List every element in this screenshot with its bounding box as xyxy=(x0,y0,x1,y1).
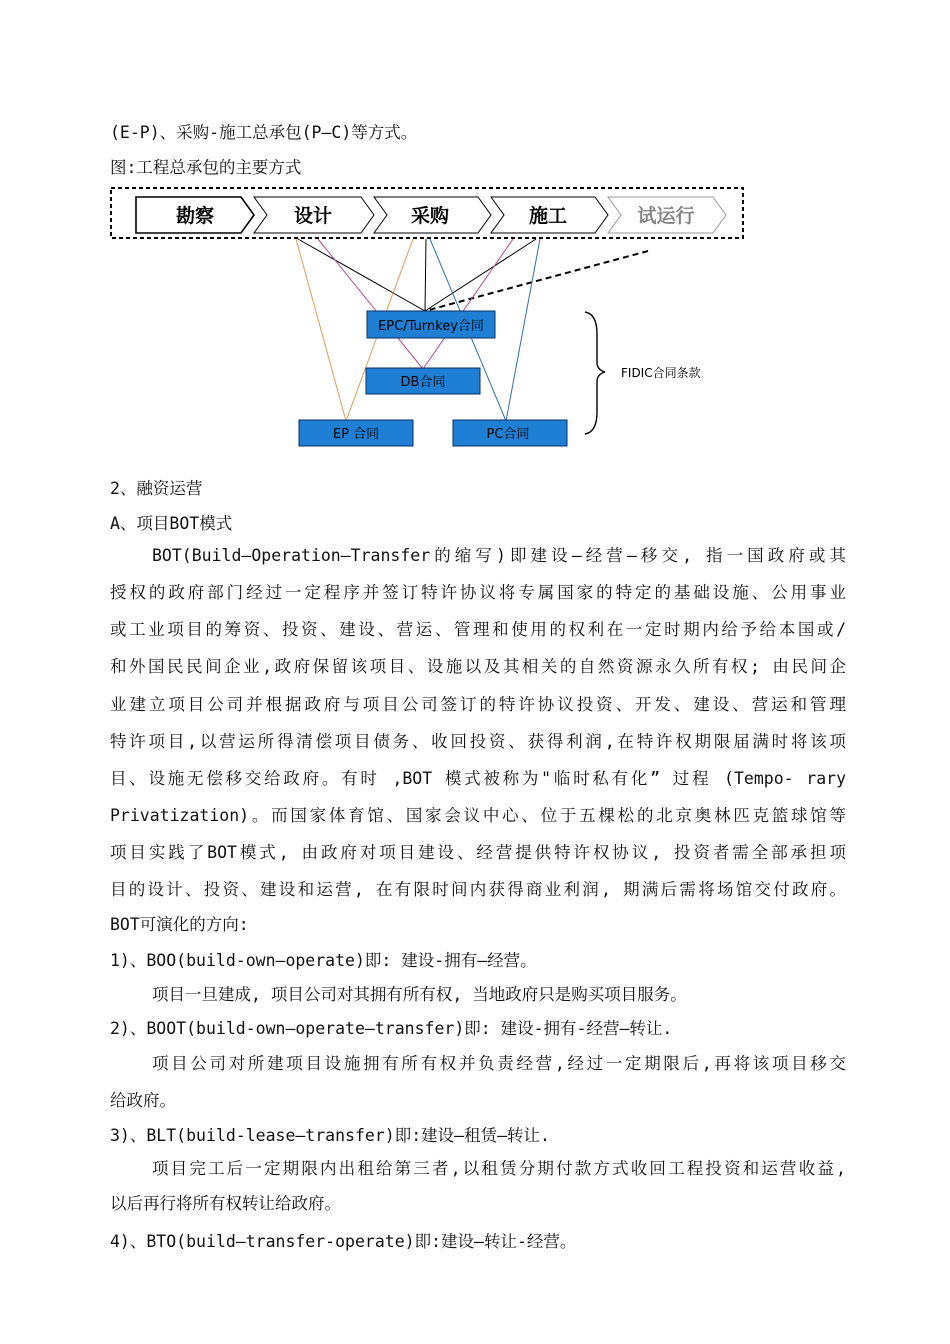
db-contract-label: DB合同 xyxy=(400,375,446,390)
pc-connector xyxy=(506,239,540,421)
bot-paragraph-line: BOT(Build—Operation—Transfer的缩写)即建设—经营—移交, 指一国政府或其 xyxy=(152,546,846,565)
stage-label-shiyunxing: 试运行 xyxy=(637,205,695,227)
boo-title: 1)、BOO(build-own—operate)即: 建设-拥有—经营。 xyxy=(110,951,537,970)
epc-connector xyxy=(425,239,536,311)
ep-contract-label: EP 合同 xyxy=(332,427,380,442)
bot-paragraph-line: Privatization)。而国家体育馆、国家会议中心、位于五棵松的北京奥林匹克篮球馆等 xyxy=(110,806,846,825)
ep-connector xyxy=(296,239,346,421)
stage-label-sheji: 设计 xyxy=(293,205,333,227)
bot-paragraph-line: 授权的政府部门经过一定程序并签订特许协议将专属国家的特定的基础设施、公用事业 xyxy=(110,583,846,602)
db-connector xyxy=(318,239,423,369)
bto-title: 4)、BTO(build—transfer-operate)即:建设—转让-经营。 xyxy=(110,1232,577,1251)
section-heading: 2、融资运营 xyxy=(110,479,203,498)
boot-title: 2)、BOOT(build-own—operate—transfer)即: 建设-拥有-经营—转让. xyxy=(110,1019,673,1038)
epc-connector xyxy=(298,239,425,311)
blt-description: 项目完工后一定期限内出租给第三者,以租赁分期付款方式收回工程投资和运营收益, xyxy=(152,1159,846,1178)
intro-line: (E-P)、采购-施工总承包(P—C)等方式。 xyxy=(110,123,418,142)
bot-paragraph-line: 和外国民民间企业,政府保留该项目、设施以及其相关的自然资源永久所有权; 由民间企 xyxy=(110,657,846,676)
fidic-brace xyxy=(585,312,605,434)
bot-paragraph-line: 目的设计、投资、建设和运营, 在有限时间内获得商业利润, 期满后需将场馆交付政府。 xyxy=(110,880,846,899)
epc-connector xyxy=(425,239,426,311)
epc-contract-label: EPC/Turnkey合同 xyxy=(378,319,484,334)
stage-label-kancha: 勘察 xyxy=(175,205,215,227)
boot-description: 给政府。 xyxy=(110,1091,176,1110)
figure-caption: 图:工程总承包的主要方式 xyxy=(110,158,302,177)
blt-title: 3)、BLT(build-lease—transfer)即:建设—租赁—转让. xyxy=(110,1126,550,1145)
boo-description: 项目一旦建成, 项目公司对其拥有所有权, 当地政府只是购买项目服务。 xyxy=(152,985,687,1004)
stage-label-caigou: 采购 xyxy=(410,205,450,227)
bot-paragraph-line: 目、设施无偿移交给政府。有时 ,BOT 模式被称为"临时私有化” 过程 (Tempo- rary xyxy=(110,769,846,788)
bot-paragraph-line: 项目实践了BOT模式, 由政府对项目建设、经营提供特许权协议, 投资者需全部承担项 xyxy=(110,843,846,862)
bot-paragraph-line: 业建立项目公司并根据政府与项目公司签订的特许协议投资、开发、建设、营运和管理 xyxy=(110,695,846,714)
boot-description: 项目公司对所建项目设施拥有所有权并负责经营,经过一定期限后,再将该项目移交 xyxy=(152,1054,846,1073)
fidic-label: FIDIC合同条款 xyxy=(621,366,701,380)
bot-paragraph-line: 或工业项目的筹资、投资、建设、营运、管理和使用的权利在一定时期内给予给本国或/ xyxy=(110,620,846,639)
bot-paragraph-line: 特许项目,以营运所得清偿项目债务、收回投资、获得利润,在特许权期限届满时将该项 xyxy=(110,732,846,751)
pc-contract-label: PC合同 xyxy=(486,427,530,442)
contract-diagram xyxy=(108,184,748,452)
evolution-heading: BOT可演化的方向: xyxy=(110,915,249,934)
section-subheading: A、项目BOT模式 xyxy=(110,514,233,533)
blt-description: 以后再行将所有权转让给政府。 xyxy=(110,1194,341,1213)
stage-label-shigong: 施工 xyxy=(528,205,568,227)
